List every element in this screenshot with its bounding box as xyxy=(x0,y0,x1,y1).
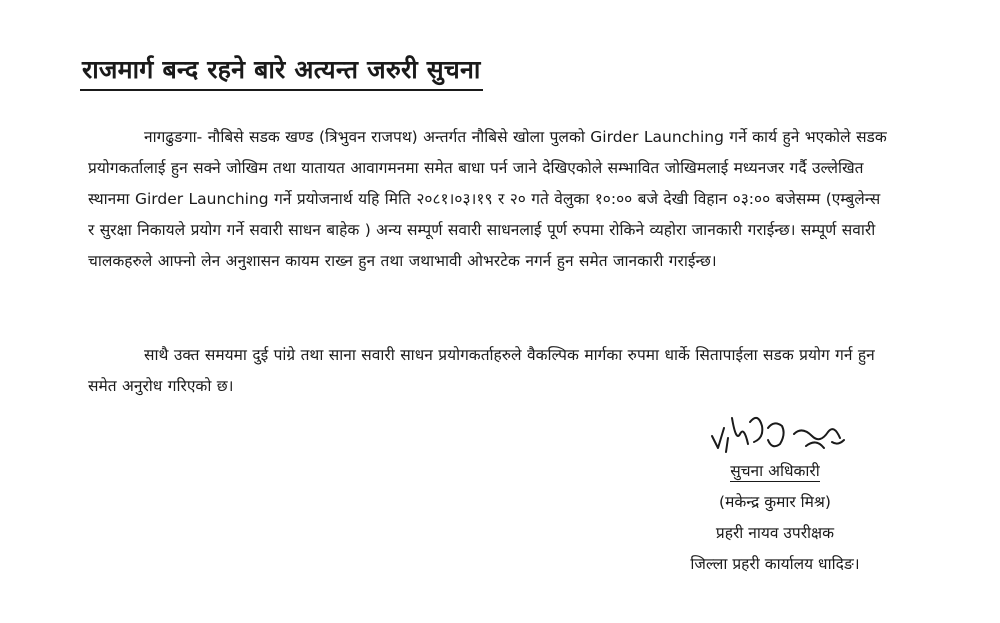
signatory-role: सुचना अधिकारी xyxy=(730,462,820,480)
signatory-office: जिल्ला प्रहरी कार्यालय धादिङ। xyxy=(690,555,860,573)
notice-paragraph-1: नागढुङगा- नौबिसे सडक खण्ड (त्रिभुवन राजपथ) अन्तर्गत नौबिसे खोला पुलको Girder Launching गर्ने कार्य हुने भएकोले सडक प्रयोगकर्तालाई हुन सक्ने जोखिम तथा यातायत आवागमनमा समेत बाधा पर्न जाने देखिएकोले सम्भावित जोखिमलाई मध्यनजर गर्दै उल्लेखित स्थानमा Girder Launching गर्ने प्रयोजनार्थ यहि मिति २०८१।०३।१९ र २० गते वेलुका १०:०० बजे देखी विहान ०३:०० बजेसम्म (एम्बुलेन्स र सुरक्षा निकायले प्रयोग गर्ने सवारी साधन बाहेक ) अन्य सम्पूर्ण सवारी साधनलाई पूर्ण रुपमा रोकिने व्यहोरा जानकारी गराईन्छ। सम्पूर्ण सवारी चालकहरुले आफ्नो लेन अनुशासन कायम राख्न हुन तथा जथाभावी ओभरटेक नगर्न हुन समेत जानकारी गराईन्छ। xyxy=(88,128,887,270)
signatory-rank: प्रहरी नायव उपरीक्षक xyxy=(715,524,835,542)
notice-title: राजमार्ग बन्द रहने बारे अत्यन्त जरुरी सुचना xyxy=(80,52,483,91)
notice-paragraph-2: साथै उक्त समयमा दुई पांग्रे तथा साना सवारी साधन प्रयोगकर्ताहरुले वैकल्पिक मार्गका रुपमा धार्के सितापाईला सडक प्रयोग गर्न हुन समेत अनुरोध गरिएको छ। xyxy=(88,346,875,395)
signature-block xyxy=(640,456,910,580)
signatory-name: (मकेन्द्र कुमार मिश्र) xyxy=(719,493,831,511)
